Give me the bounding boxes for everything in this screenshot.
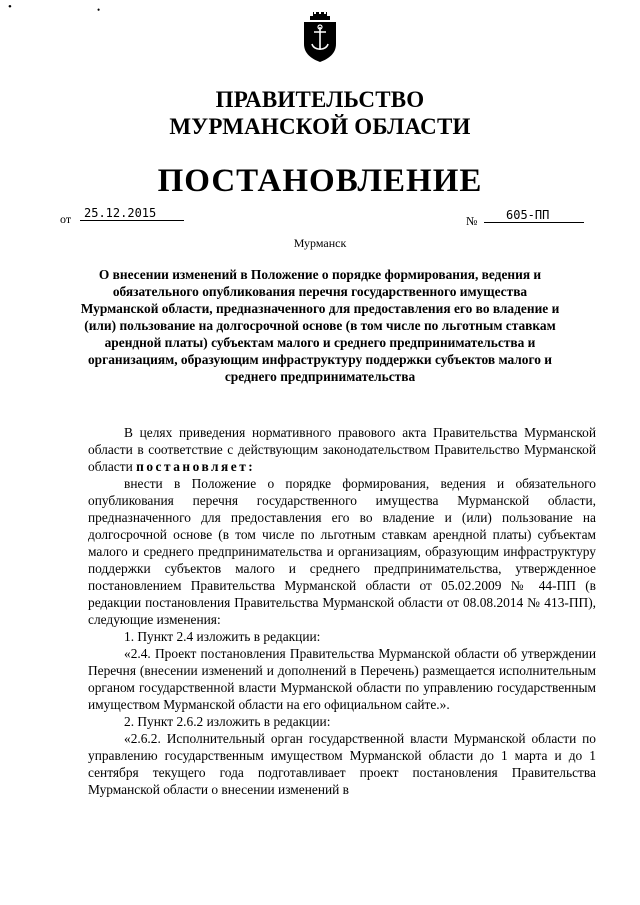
document-body bbox=[88, 424, 596, 798]
date-value: 25.12.2015 bbox=[80, 206, 184, 221]
coat-of-arms-icon bbox=[302, 12, 338, 62]
scan-mark: • bbox=[97, 5, 101, 15]
paragraph: внести в Положение о порядке формирования, ведения и обязательного опубликования перечня государственного имущества Мурманской области, предназначенного для предоставления его во владение и (или) пользование на долгосрочной основе (в том числе по льготным ставкам арендной платы) субъектам малого и среднего предпринимательства и организациям, образующим инфраструктуру поддержки субъектов малого и среднего предпринимательства, утвержденное постановлением Правительства Мурманской области от 05.02.2009 № 44-ПП (в редакции постановления Правительства Мурманской области от 08.08.2014 № 413-ПП), следующие изменения: bbox=[88, 476, 596, 627]
paragraph: 2. Пункт 2.6.2 изложить в редакции: bbox=[124, 714, 331, 729]
paragraph: «2.4. Проект постановления Правительства Мурманской области об утверждении Перечня (внесении изменений и дополнений в Перечень) размещается исполнительным органом государственной власти Мурманской области по управлению государственным имуществом Мурманской области на его официальном сайте.». bbox=[88, 646, 596, 712]
city: Мурманск bbox=[293, 236, 347, 250]
document-date bbox=[60, 206, 190, 226]
paragraph bbox=[88, 424, 596, 475]
organization-line: ПРАВИТЕЛЬСТВО bbox=[215, 87, 425, 112]
resolves-word: постановляет: bbox=[136, 459, 256, 474]
organization-line: МУРМАНСКОЙ ОБЛАСТИ bbox=[169, 114, 471, 139]
number-value: 605-ПП bbox=[484, 208, 584, 223]
document-type: ПОСТАНОВЛЕНИЕ bbox=[157, 163, 483, 199]
organization-name bbox=[0, 86, 640, 140]
paragraph: «2.6.2. Исполнительный орган государственной власти Мурманской области по управлению государственным имуществом Мурманской области до 1 марта и до 1 сентября текущего года подготавливает проект постановления Правительства Мурманской области о внесении изменений в bbox=[88, 731, 596, 797]
paragraph: 1. Пункт 2.4 изложить в редакции: bbox=[124, 629, 321, 644]
document-title: О внесении изменений в Положение о порядке формирования, ведения и обязательного опубликования перечня государственного имущества Мурманской области, предназначенного для предоставления его во владение и (или) пользование на долгосрочной основе (в том числе по льготным ставкам арендной платы) субъектам малого и среднего предпринимательства и организациям, образующим инфраструктуру поддержки субъектов малого и среднего предпринимательства bbox=[80, 267, 560, 384]
date-prefix: от bbox=[60, 212, 72, 226]
scan-mark: • bbox=[8, 1, 12, 13]
number-prefix: № bbox=[466, 214, 478, 228]
intro-text: В целях приведения нормативного правового акта Правительства Мурманской области в соответствие с действующим законодательством Правительство Мурманской области bbox=[88, 425, 596, 474]
document-number bbox=[466, 208, 596, 228]
